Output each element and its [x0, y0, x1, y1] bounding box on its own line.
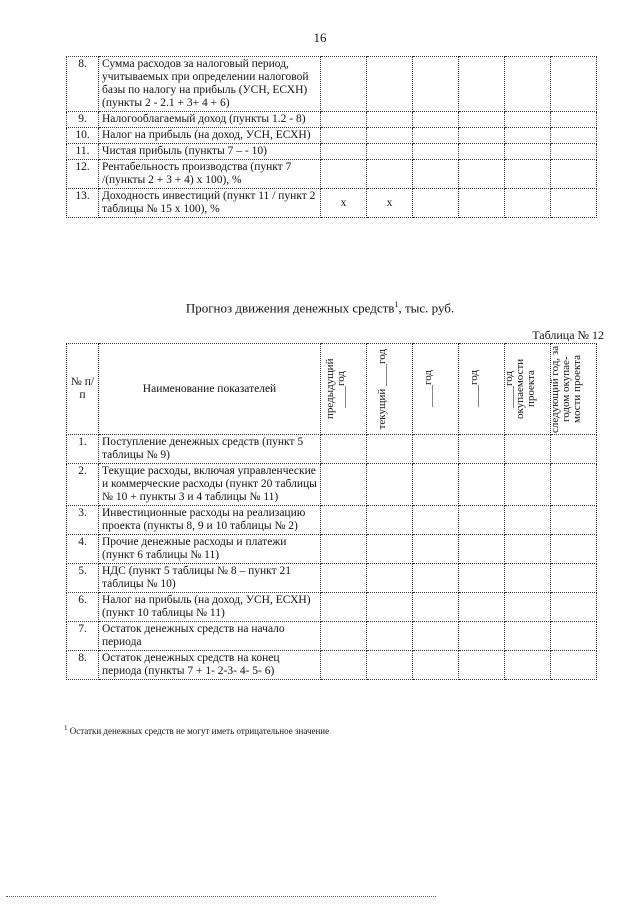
row-cell — [413, 160, 459, 189]
row-cell — [459, 622, 505, 651]
row-cell — [551, 144, 597, 160]
row-cell — [413, 435, 459, 464]
table-row — [67, 622, 597, 651]
row-cell — [551, 464, 597, 506]
header-col-year-b: ____год — [459, 344, 505, 435]
row-cell — [321, 593, 367, 622]
header-col-next-year: следующий год, за годом окупае- мости проекта — [551, 344, 597, 435]
row-number: 2. — [67, 464, 99, 506]
row-cell — [505, 464, 551, 506]
row-cell — [367, 593, 413, 622]
table-row — [67, 57, 597, 112]
row-cell — [459, 57, 505, 112]
row-cell — [367, 564, 413, 593]
header-col-prev-year: предыдущий ____год — [321, 344, 367, 435]
row-cell — [505, 57, 551, 112]
row-cell — [367, 464, 413, 506]
row-label: Чистая прибыль (пункты 7 – - 10) — [99, 144, 321, 160]
row-cell — [321, 464, 367, 506]
row-cell — [321, 506, 367, 535]
row-cell — [551, 593, 597, 622]
row-cell — [459, 464, 505, 506]
row-cell — [505, 160, 551, 189]
row-label: Остаток денежных средств на начало периода — [99, 622, 321, 651]
row-cell — [413, 112, 459, 128]
row-cell — [551, 435, 597, 464]
row-cell — [459, 506, 505, 535]
row-cell — [367, 128, 413, 144]
table-row — [67, 160, 597, 189]
row-number: 3. — [67, 506, 99, 535]
row-number: 5. — [67, 564, 99, 593]
table-row — [67, 564, 597, 593]
row-cell — [459, 144, 505, 160]
row-label: Рентабельность производства (пункт 7 /(пункты 2 + 3 + 4) х 100), % — [99, 160, 321, 189]
row-cell — [551, 564, 597, 593]
row-cell — [551, 160, 597, 189]
table-row — [67, 435, 597, 464]
row-cell — [413, 506, 459, 535]
row-label: Инвестиционные расходы на реализацию проекта (пункты 8, 9 и 10 таблицы № 2) — [99, 506, 321, 535]
table-row — [67, 651, 597, 680]
row-cell — [413, 564, 459, 593]
row-cell — [367, 622, 413, 651]
table-row — [67, 189, 597, 218]
row-cell — [505, 593, 551, 622]
row-cell — [321, 651, 367, 680]
row-cell — [551, 189, 597, 218]
row-label: Остаток денежных средств на конец периода (пункты 7 + 1- 2-3- 4- 5- 6) — [99, 651, 321, 680]
table-row — [67, 464, 597, 506]
page-number: 16 — [313, 30, 327, 45]
row-label: Налог на прибыль (на доход, УСН, ЕСХН) (пункт 10 таблицы № 11) — [99, 593, 321, 622]
row-cell — [505, 435, 551, 464]
row-cell — [459, 651, 505, 680]
row-cell — [551, 128, 597, 144]
row-cell — [505, 622, 551, 651]
row-cell — [459, 535, 505, 564]
row-number: 13. — [67, 189, 99, 218]
row-cell — [505, 144, 551, 160]
row-number: 8. — [67, 57, 99, 112]
header-col-payback-year: ____год окупаемости проекта — [505, 344, 551, 435]
row-cell — [321, 128, 367, 144]
row-cell — [459, 593, 505, 622]
row-cell — [505, 564, 551, 593]
row-number: 4. — [67, 535, 99, 564]
table-header-row — [67, 344, 597, 435]
page-bottom-rule — [6, 896, 436, 897]
row-cell — [505, 535, 551, 564]
row-cell — [505, 112, 551, 128]
row-number: 9. — [67, 112, 99, 128]
row-cell — [321, 535, 367, 564]
row-cell — [367, 112, 413, 128]
row-cell — [321, 112, 367, 128]
header-num: № п/п — [67, 344, 99, 435]
row-cell: х — [321, 189, 367, 218]
forecast-title: Прогноз движения денежных средств$^1$, тыс. руб. — [185, 300, 455, 316]
row-cell — [413, 464, 459, 506]
table-row — [67, 112, 597, 128]
row-cell — [551, 506, 597, 535]
row-cell — [413, 57, 459, 112]
header-col-year-a: ____год — [413, 344, 459, 435]
header-col-current-year: текущий ____год — [367, 344, 413, 435]
row-cell — [413, 651, 459, 680]
row-cell — [413, 189, 459, 218]
row-cell — [367, 651, 413, 680]
row-number: 7. — [67, 622, 99, 651]
row-cell — [367, 144, 413, 160]
row-cell — [413, 144, 459, 160]
row-number: 10. — [67, 128, 99, 144]
row-cell — [551, 622, 597, 651]
row-cell — [413, 622, 459, 651]
row-cell — [551, 651, 597, 680]
row-cell — [367, 506, 413, 535]
row-cell — [413, 128, 459, 144]
row-cell — [505, 128, 551, 144]
row-number: 11. — [67, 144, 99, 160]
table-row — [67, 535, 597, 564]
footnote: $^1$ Остатки денежных средств не могут иметь отрицательное значение — [64, 724, 330, 736]
row-cell — [367, 160, 413, 189]
row-cell — [459, 160, 505, 189]
table-12-label: Таблица № 12 — [532, 328, 604, 342]
row-number: 1. — [67, 435, 99, 464]
row-cell — [505, 506, 551, 535]
table-cash-flow-forecast — [66, 343, 597, 680]
row-number: 6. — [67, 593, 99, 622]
row-cell: х — [367, 189, 413, 218]
row-cell — [459, 128, 505, 144]
table-row — [67, 593, 597, 622]
table-row — [67, 128, 597, 144]
row-cell — [321, 564, 367, 593]
row-label: Прочие денежные расходы и платежи (пункт 6 таблицы № 11) — [99, 535, 321, 564]
row-cell — [367, 535, 413, 564]
row-cell — [321, 435, 367, 464]
row-cell — [505, 651, 551, 680]
row-cell — [505, 189, 551, 218]
table-row — [67, 506, 597, 535]
row-cell — [321, 160, 367, 189]
table-row — [67, 144, 597, 160]
row-cell — [367, 435, 413, 464]
row-label: Поступление денежных средств (пункт 5 таблицы № 9) — [99, 435, 321, 464]
row-label: Сумма расходов за налоговый период, учитываемых при определении налоговой базы по налогу на прибыль (УСН, ЕСХН) (пункты 2 - 2.1 + 3+ 4 + 6) — [99, 57, 321, 112]
row-cell — [413, 593, 459, 622]
row-cell — [551, 535, 597, 564]
row-cell — [321, 57, 367, 112]
row-cell — [459, 564, 505, 593]
row-label: Доходность инвестиций (пункт 11 / пункт 2 таблицы № 15 х 100), % — [99, 189, 321, 218]
row-cell — [321, 622, 367, 651]
row-cell — [459, 112, 505, 128]
row-cell — [459, 189, 505, 218]
row-label: Налогооблагаемый доход (пункты 1.2 - 8) — [99, 112, 321, 128]
row-label: Текущие расходы, включая управленческие и коммерческие расходы (пункт 20 таблицы № 10 + пункты 3 и 4 таблицы № 11) — [99, 464, 321, 506]
table-income-continuation — [66, 56, 597, 218]
row-number: 12. — [67, 160, 99, 189]
row-cell — [413, 535, 459, 564]
row-cell — [321, 144, 367, 160]
row-cell — [459, 435, 505, 464]
header-name: Наименование показателей — [99, 344, 321, 435]
row-cell — [367, 57, 413, 112]
row-label: Налог на прибыль (на доход, УСН, ЕСХН) — [99, 128, 321, 144]
row-cell — [551, 57, 597, 112]
row-number: 8. — [67, 651, 99, 680]
row-cell — [551, 112, 597, 128]
row-label: НДС (пункт 5 таблицы № 8 – пункт 21 таблицы № 10) — [99, 564, 321, 593]
